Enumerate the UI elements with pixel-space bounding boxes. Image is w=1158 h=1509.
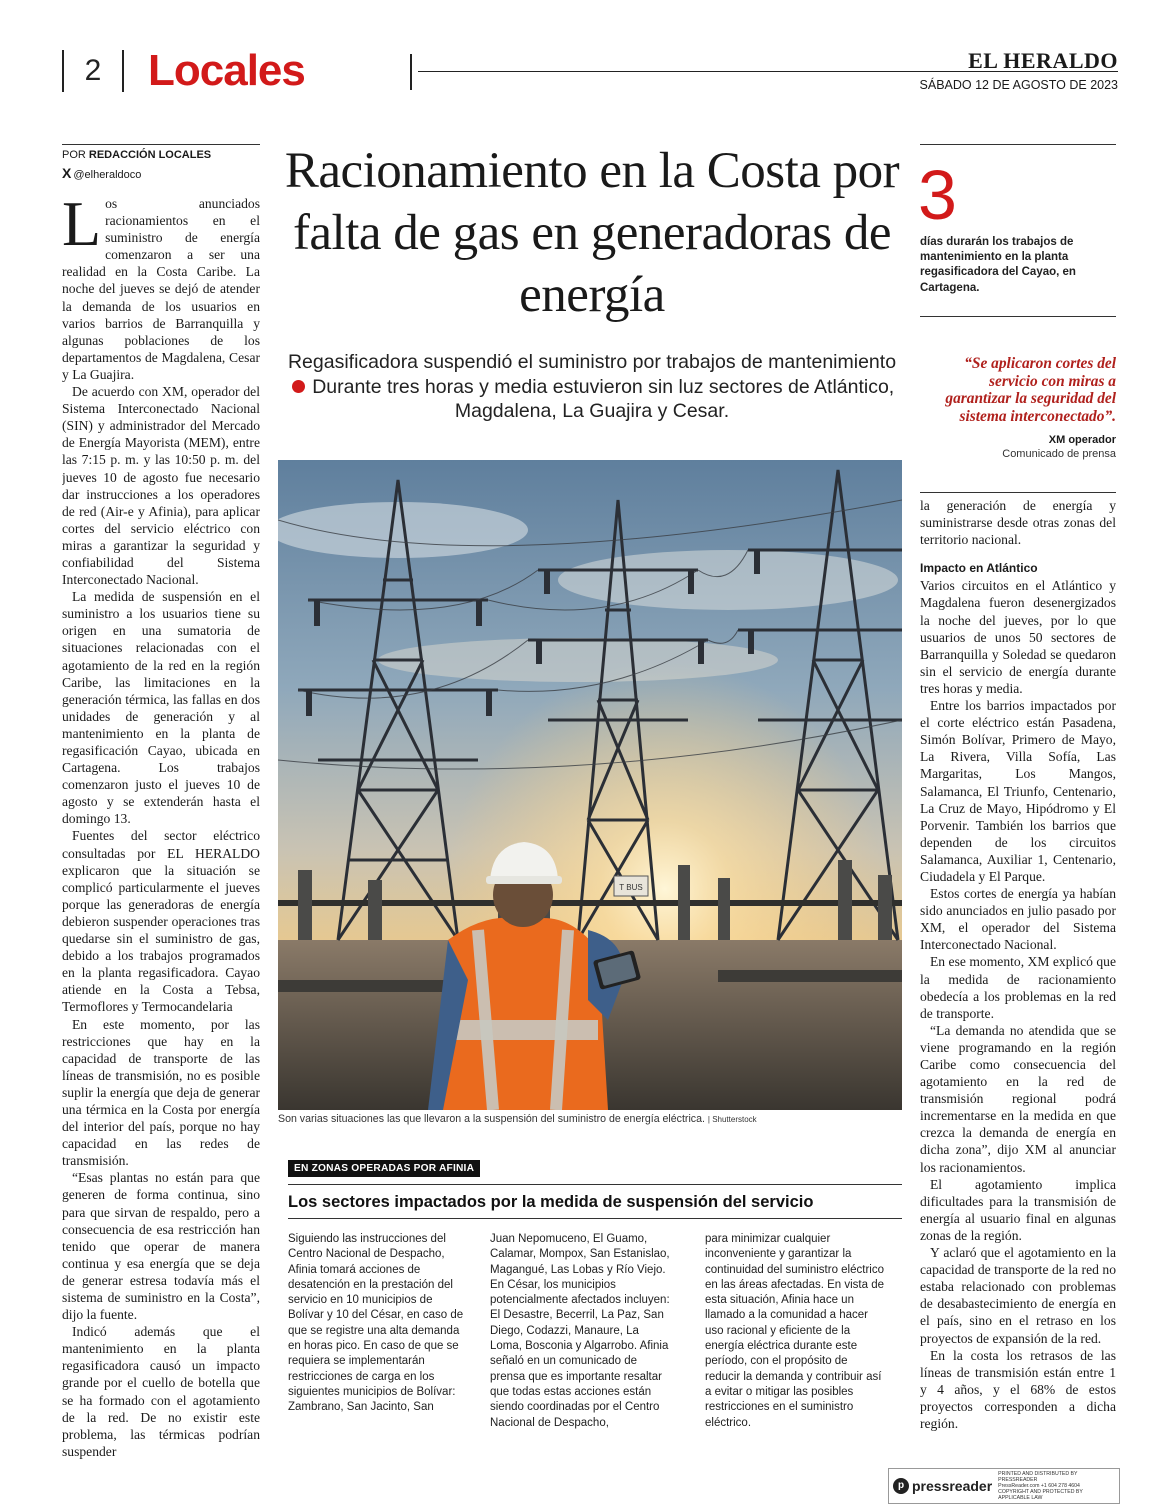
stat-number: 3 — [918, 156, 957, 234]
paragraph: Indicó además que el mantenimiento en la planta regasificadora causó un impacto grande por el cuello de botella que se ha formado con el agotamiento de la red. De no existir este problema, las térmicas podrían suspender — [62, 1324, 260, 1459]
paragraph: Y aclaró que el agotamiento en la capacidad de transporte de la red no estaba relacionado con problemas de desabastecimiento de energía en el país, sino en el retraso en los proyectos de expansión de la red. — [920, 1245, 1116, 1346]
photo-sign-text: T BUS — [619, 883, 643, 892]
header-divider — [410, 54, 412, 90]
deck — [282, 350, 902, 424]
stat-rule-bottom — [920, 316, 1116, 317]
paragraph: Entre los barrios impactados por el corte eléctrico están Pasadena, Simón Bolívar, Primero de Mayo, La Rivera, Villa Sofía, Las Margaritas, Los Mangos, Salamanca, El Triunfo, Centenario, La Cruz de Mayo, Hipódromo y El Porvenir. También los barrios que dependen de los circuitos Salamanca, Auxiliar 1, Centenario, Ciudadela y El Parque. — [920, 698, 1116, 884]
box-rule — [288, 1184, 902, 1185]
deck-part-1: Regasificadora suspendió el suministro por trabajos de mantenimiento — [287, 351, 897, 373]
pressreader-brand: pressreader — [912, 1478, 993, 1494]
paragraph: Fuentes del sector eléctrico consultadas por EL HERALDO explicaron que la situación se complicó particularmente el jueves porque las generadoras de energía debieron suspender operaciones tras quedarse sin el suministro de gas, debido a los trabajos programados en la planta regasificadora. Cayao atiende en la Costa a Tebsa, Termoflores y Termocandelaria — [62, 828, 260, 1015]
quote-rule — [920, 492, 1116, 493]
box-rule-bottom — [288, 1218, 902, 1219]
paragraph: La medida de suspensión en el suministro a los usuarios tiene su origen en una sumatoria de situaciones relacionadas con el agotamiento de la red en la región Caribe, las limitaciones en la generación térmica, las fallas en dos unidades de generación y al mantenimiento en la planta de regasificación Cayao, ubicada en Cartagena. Los trabajos comenzaron justo el jueves 10 de agosto y se extenderán hasta el domingo 13. — [62, 589, 260, 827]
bullet-dot-icon — [292, 380, 305, 393]
quote-role: Comunicado de prensa — [1002, 448, 1116, 460]
article-photo — [278, 460, 902, 1110]
paragraph: “Esas plantas no están para que generen de forma continua, sino para que sirvan de respaldo, pero a consecuencia de esa restricción han tenido que operar de manera continua y esa energía que se deja de generar estresa todavía más el sistema de suministro en la Costa”, dijo la fuente. — [62, 1170, 260, 1323]
byline-author: REDACCIÓN LOCALES — [88, 149, 212, 161]
masthead-logo: EL HERALDO — [968, 48, 1118, 73]
pressreader-fineprint: PRINTED AND DISTRIBUTED BY PRESSREADER PressReader.com +1 604 278 4604 COPYRIGHT AND PROTECTED BY APPLICABLE LAW — [998, 1470, 1083, 1502]
photo-credit: | Shutterstock — [707, 1115, 757, 1124]
paragraph: la generación de energía y suministrarse desde otras zonas del territorio nacional. — [920, 498, 1116, 548]
x-logo-icon: X — [62, 165, 72, 181]
box-column-1: Siguiendo las instrucciones del Centro Nacional de Despacho, Afinia tomará acciones de desatención en la prestación del servicio en 10 municipios de Bolívar y 10 del César, en caso de que se registre una alta demanda en horas pico. En caso de que se requiera se implementarán restricciones de carga en los siguientes municipios de Bolívar: Zambrano, San Jacinto, San — [288, 1233, 464, 1414]
box-title: Los sectores impactados por la medida de suspensión del servicio — [288, 1193, 814, 1211]
paragraph: En la costa los retrasos de las líneas de transmisión están entre 1 y 4 años, y el 68% de estos proyectos corresponden a dicha región. — [920, 1347, 1116, 1431]
pressreader-logo — [893, 1478, 992, 1494]
article-body-left — [62, 195, 260, 1490]
headline: Racionamiento en la Costa por falta de gas en generadoras de energía — [284, 143, 900, 323]
page-number: 2 — [62, 50, 124, 92]
stat-text: días durarán los trabajos de mantenimiento en la planta regasificadora del Cayao, en Cartagena. — [920, 236, 1076, 294]
paragraph: De acuerdo con XM, operador del Sistema Interconectado Nacional (SIN) y administrador del Mercado de Energía Mayorista (MEM), entre las 7:15 p. m. y las 10:50 p. m. del jueves 10 de agosto fue necesario dar instrucciones a los operadores de red (Air-e y Afinia), para aplicar cortes del servicio eléctrico con miras a garantizar la seguridad y confiabilidad del Sistema Interconectado Nacional. — [62, 384, 260, 588]
article-body-right — [920, 497, 1116, 1482]
deck-part-2: Durante tres horas y media estuvieron sin luz sectores de Atlántico, Magdalena, La Guajira y Cesar. — [312, 375, 895, 422]
paragraph: “La demanda no atendida que se viene programando en la región Caribe como consecuencia del agotamiento en la red de transmisión regional podrá incrementarse en la medida en que crezca la demanda de energía en dicha zona”, dijo XM al anunciar los racionamientos. — [920, 1022, 1116, 1175]
photo-caption — [278, 1113, 902, 1125]
paragraph: En ese momento, XM explicó que la medida de racionamiento obedecía a los problemas en la red de transporte. — [920, 954, 1116, 1021]
pressreader-icon: p — [893, 1478, 909, 1494]
subhead: Impacto en Atlántico — [920, 561, 1038, 576]
handle-text: @elheraldoco — [73, 169, 142, 181]
paragraph: En este momento, por las restricciones que hay en la capacidad de transporte de las líneas de transmisión, no es posible suplir la energía que deja de generar una térmica en la Costa por energía del interior del país, porque no hay capacidad en las redes de transmisión. — [62, 1016, 260, 1169]
section-title: Locales — [148, 46, 305, 95]
paragraph: Estos cortes de energía ya habían sido anunciados en julio pasado por XM, el operador del Sistema Interconectado Nacional. — [920, 886, 1116, 953]
box-tag: EN ZONAS OPERADAS POR AFINIA — [288, 1160, 480, 1177]
paragraph: Los anunciados racionamientos en el suministro de energía comenzaron a ser una realidad en la Costa Caribe. La noche del jueves se dejó de atender la demanda de los usuarios en varios barrios de Barranquilla y algunas poblaciones de los departamentos de Magdalena, Cesar y La Guajira. — [62, 195, 260, 382]
quote-author: XM operador — [1048, 434, 1116, 446]
paragraph: Varios circuitos en el Atlántico y Magdalena fueron desenergizados la noche del jueves, por lo que usuarios de unos 50 sectores de Barranquilla y Soledad se quedaron sin el servicio de energía durante tres horas y media. — [920, 578, 1116, 696]
byline-rule — [62, 144, 260, 145]
social-handle[interactable] — [62, 165, 141, 181]
pressreader-footer[interactable] — [888, 1468, 1120, 1504]
box-column-3: para minimizar cualquier inconveniente y garantizar la continuidad del suministro eléctrico en las áreas afectadas. En vista de esta situación, Afinia hace un llamado a la comunidad a hacer uso racional y eficiente de la energía eléctrica durante este período, con el propósito de reducir la demanda y contribuir así a evitar o mitigar las posibles restricciones en el suministro eléctrico. — [705, 1233, 884, 1429]
stat-rule-top — [920, 144, 1116, 145]
byline — [62, 149, 211, 161]
paragraph: El agotamiento implica dificultades para la transmisión de energía al usuario final en algunas zonas de la región. — [920, 1176, 1116, 1243]
caption-text: Son varias situaciones las que llevaron a la suspensión del suministro de energía eléctrica. — [278, 1113, 705, 1125]
issue-date: SÁBADO 12 DE AGOSTO DE 2023 — [919, 78, 1118, 92]
pull-quote: “Se aplicaron cortes del servicio con miras a garantizar la seguridad del sistema interconectado”. — [945, 355, 1116, 425]
box-column-2: Juan Nepomuceno, El Guamo, Calamar, Mompox, San Estanislao, Magangué, Las Lobas y Río Viejo. En César, los municipios potencialmente afectados incluyen: El Desastre, Becerril, La Paz, San Diego, Codazzi, Manaure, La Loma, Bosconia y Algarrobo. Afinia señaló en un comunicado de prensa que es importante resaltar que todas estas acciones están siendo coordinadas por el Centro Nacional de Despacho, — [490, 1233, 670, 1429]
byline-por: POR — [62, 149, 86, 161]
drop-cap: L — [62, 195, 102, 259]
